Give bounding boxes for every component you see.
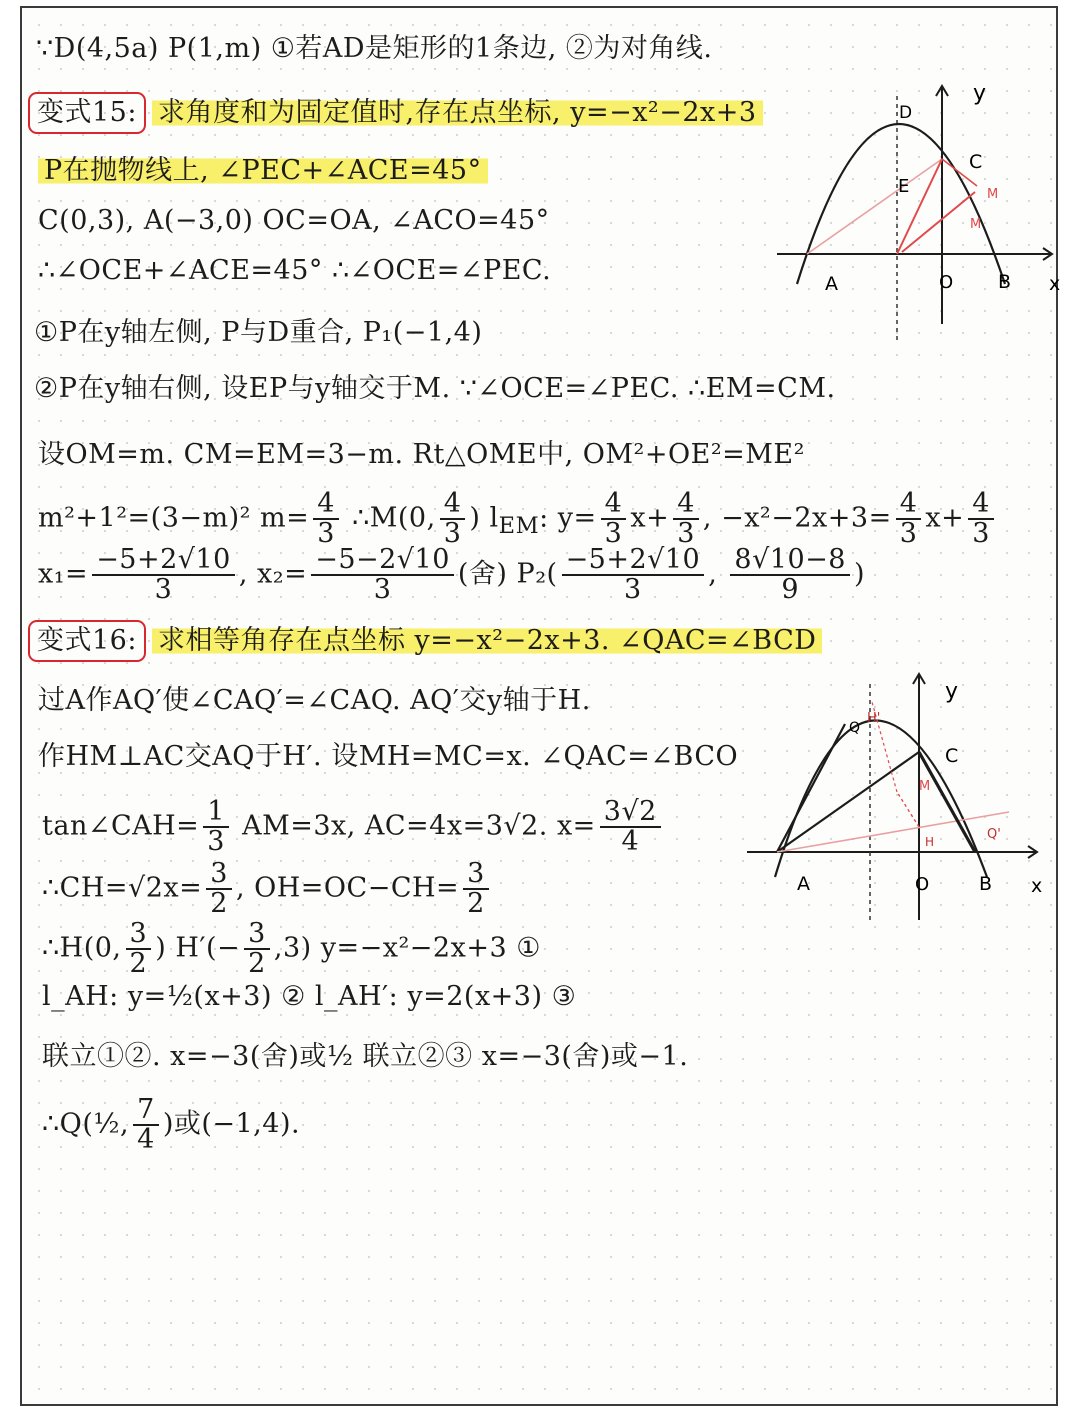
combine-text: , −x²−2x+3= bbox=[702, 502, 892, 534]
combine-x: x+ bbox=[925, 502, 965, 534]
frac-den: 2 bbox=[467, 888, 485, 919]
frac-den: 2 bbox=[129, 948, 148, 979]
frac-den: 3 bbox=[317, 518, 335, 549]
label-q-prime: Q' bbox=[987, 827, 1001, 842]
answer-line bbox=[42, 1096, 300, 1154]
p2-close: ) bbox=[853, 558, 865, 590]
m-y-fraction bbox=[440, 490, 466, 548]
oh-text: , OH=OC−CH= bbox=[235, 872, 460, 904]
label-c: C bbox=[945, 745, 959, 767]
qx-value: ½ bbox=[93, 1108, 121, 1140]
m-point-text: ∴M(0, bbox=[352, 502, 436, 534]
h-text: ∴H(0, bbox=[42, 932, 122, 964]
oh-fraction bbox=[463, 860, 489, 918]
qy-fraction bbox=[133, 1096, 159, 1154]
frac-num: −5−2√10 bbox=[311, 546, 454, 576]
variant-16-tag: 变式16: bbox=[28, 620, 146, 662]
answer-open: ∴Q( bbox=[42, 1108, 94, 1140]
label-h: H bbox=[925, 835, 935, 849]
frac-den: 3 bbox=[154, 574, 173, 605]
h-points-line bbox=[42, 920, 541, 978]
simultaneous-line: 联立①②. x=−3(舍)或½ 联立②③ x=−3(舍)或−1. bbox=[42, 1041, 689, 1072]
label-e: E bbox=[898, 176, 910, 197]
p2y-fraction bbox=[730, 546, 850, 604]
label-q: Q bbox=[849, 720, 861, 736]
ch-text: ∴CH=√2x= bbox=[42, 872, 203, 904]
label-h-prime: H' bbox=[867, 711, 881, 726]
line-subscript: EM bbox=[498, 512, 540, 539]
p2x-fraction bbox=[562, 546, 705, 604]
label-x: x bbox=[1049, 273, 1061, 295]
m-fraction bbox=[313, 490, 339, 548]
x2-fraction bbox=[311, 546, 454, 604]
tan-text: tan∠CAH= bbox=[42, 810, 200, 842]
frac-num: 3 bbox=[244, 920, 270, 950]
ch-fraction bbox=[206, 860, 232, 918]
label-d: D bbox=[899, 103, 913, 123]
frac-num: 4 bbox=[313, 490, 339, 520]
perpendicular-line: 作HM⊥AC交AQ于H′. 设MH=MC=x. ∠QAC=∠BCO bbox=[38, 741, 739, 772]
frac-num: 1 bbox=[203, 798, 229, 828]
hp-fraction bbox=[244, 920, 270, 978]
construction-line: 过A作AQ′使∠CAQ′=∠CAQ. AQ′交y轴于H. bbox=[38, 685, 591, 716]
frac-num: −5+2√10 bbox=[562, 546, 705, 576]
line-eq-x: x+ bbox=[630, 502, 670, 534]
parabola-curve bbox=[797, 124, 1005, 284]
variant-15-tag: 变式15: bbox=[28, 92, 146, 134]
notebook-page bbox=[20, 6, 1061, 1406]
intercept-fraction bbox=[673, 490, 699, 548]
slope-fraction bbox=[601, 490, 627, 548]
line-ce bbox=[897, 159, 942, 254]
frac-den: 4 bbox=[137, 1124, 155, 1155]
line-ac bbox=[807, 159, 942, 254]
am-text: AM=3x, AC=4x=3√2. x= bbox=[232, 810, 596, 842]
solve-m-text: m²+1²=(3−m)² m= bbox=[38, 502, 310, 534]
figure-2-parabola bbox=[747, 662, 1047, 924]
coords-line: C(0,3), A(−3,0) OC=OA, ∠ACO=45° bbox=[38, 205, 550, 236]
label-o: O bbox=[915, 874, 930, 895]
frac-den: 2 bbox=[210, 888, 228, 919]
line-hm bbox=[897, 792, 919, 827]
label-x: x bbox=[1031, 875, 1043, 897]
variant-15-header bbox=[28, 92, 763, 134]
tan-line bbox=[42, 798, 665, 856]
intercept-fraction-2 bbox=[968, 490, 994, 548]
frac-num: 4 bbox=[968, 490, 994, 520]
figure-1-parabola bbox=[777, 74, 1061, 349]
frac-num: 3√2 bbox=[600, 798, 661, 828]
lines-eq-line: l_AH: y=½(x+3) ② l_AH′: y=2(x+3) ③ bbox=[42, 981, 577, 1012]
condition-text: P在抛物线上, ∠PEC+∠ACE=45° bbox=[38, 155, 488, 186]
frac-num: 4 bbox=[440, 490, 466, 520]
frac-den: 3 bbox=[443, 518, 462, 549]
frac-num: 3 bbox=[126, 920, 152, 950]
label-y: y bbox=[945, 679, 959, 704]
solve-m-line bbox=[38, 490, 998, 548]
frac-num: 4 bbox=[601, 490, 627, 520]
frac-num: 4 bbox=[673, 490, 699, 520]
label-y: y bbox=[973, 81, 987, 106]
tan-fraction bbox=[203, 798, 229, 856]
x-fraction bbox=[600, 798, 661, 856]
line-aq bbox=[777, 724, 845, 852]
solutions-line: x₁= $\frac{-5+2√10}{3}$ , x₂= $\frac{-5-2√10}{3}$ (舍) P₂( $\frac{-5+2√10}{3}$ , $\frac{8√10-8}{9}$ ) bbox=[38, 544, 865, 605]
frac-den: 3 bbox=[899, 518, 918, 549]
frac-den: 3 bbox=[373, 574, 392, 605]
x2-label: , x₂= bbox=[238, 558, 308, 590]
label-c: C bbox=[969, 151, 983, 173]
intro-line: ∵D(4,5a) P(1,m) ①若AD是矩形的1条边, ②为对角线. bbox=[36, 33, 713, 64]
line-ac bbox=[777, 752, 919, 852]
ch-line bbox=[42, 860, 493, 918]
frac-den: 3 bbox=[677, 518, 695, 549]
frac-num: 3 bbox=[206, 860, 232, 890]
label-a: A bbox=[825, 273, 838, 295]
frac-den: 4 bbox=[621, 826, 640, 857]
label-b: B bbox=[998, 271, 1012, 293]
variant-16-title: 求相等角存在点坐标 y=−x²−2x+3. ∠QAC=∠BCD bbox=[152, 625, 822, 656]
x1-fraction bbox=[92, 546, 235, 604]
parabola-eq: ,3) y=−x²−2x+3 ① bbox=[273, 932, 541, 964]
label-b: B bbox=[979, 873, 993, 895]
frac-den: 2 bbox=[248, 948, 266, 979]
answer-sep: , bbox=[120, 1108, 130, 1140]
hp-text: ) H′(− bbox=[155, 932, 241, 964]
frac-den: 3 bbox=[604, 518, 623, 549]
frac-num: 7 bbox=[133, 1096, 159, 1126]
frac-num: −5+2√10 bbox=[92, 546, 235, 576]
parabola-curve bbox=[775, 721, 987, 878]
label-m1: M bbox=[987, 187, 999, 202]
variant-15-title: 求角度和为固定值时,存在点坐标, y=−x²−2x+3 bbox=[152, 97, 763, 128]
angle-line: ∴∠OCE+∠ACE=45° ∴∠OCE=∠PEC. bbox=[38, 255, 552, 286]
frac-den: 3 bbox=[972, 518, 990, 549]
label-a: A bbox=[797, 873, 810, 895]
label-m: M bbox=[919, 779, 931, 794]
h-fraction bbox=[126, 920, 152, 978]
frac-den: 3 bbox=[207, 826, 225, 857]
pythagoras-line: 设OM=m. CM=EM=3−m. Rt△OME中, OM²+OE²=ME² bbox=[38, 439, 805, 470]
frac-num: 4 bbox=[896, 490, 922, 520]
label-m2: M bbox=[970, 217, 982, 232]
slope-fraction-2 bbox=[896, 490, 922, 548]
line-label: ) l bbox=[469, 502, 499, 534]
frac-den: 9 bbox=[781, 574, 800, 605]
line-eq-text: : y= bbox=[539, 502, 597, 534]
case-1-line: ①P在y轴左侧, P与D重合, P₁(−1,4) bbox=[34, 317, 483, 348]
case-2-line: ②P在y轴右侧, 设EP与y轴交于M. ∵∠OCE=∠PEC. ∴EM=CM. bbox=[34, 373, 836, 404]
condition-line bbox=[38, 154, 488, 188]
p2-label: (舍) P₂( bbox=[457, 558, 558, 590]
x1-label: x₁= bbox=[38, 558, 89, 590]
variant-16-header bbox=[28, 620, 822, 662]
label-o: O bbox=[939, 272, 954, 293]
frac-den: 3 bbox=[624, 574, 642, 605]
frac-num: 3 bbox=[463, 860, 489, 890]
frac-num: 8√10−8 bbox=[730, 546, 850, 576]
answer-close: )或(−1,4). bbox=[162, 1108, 301, 1140]
